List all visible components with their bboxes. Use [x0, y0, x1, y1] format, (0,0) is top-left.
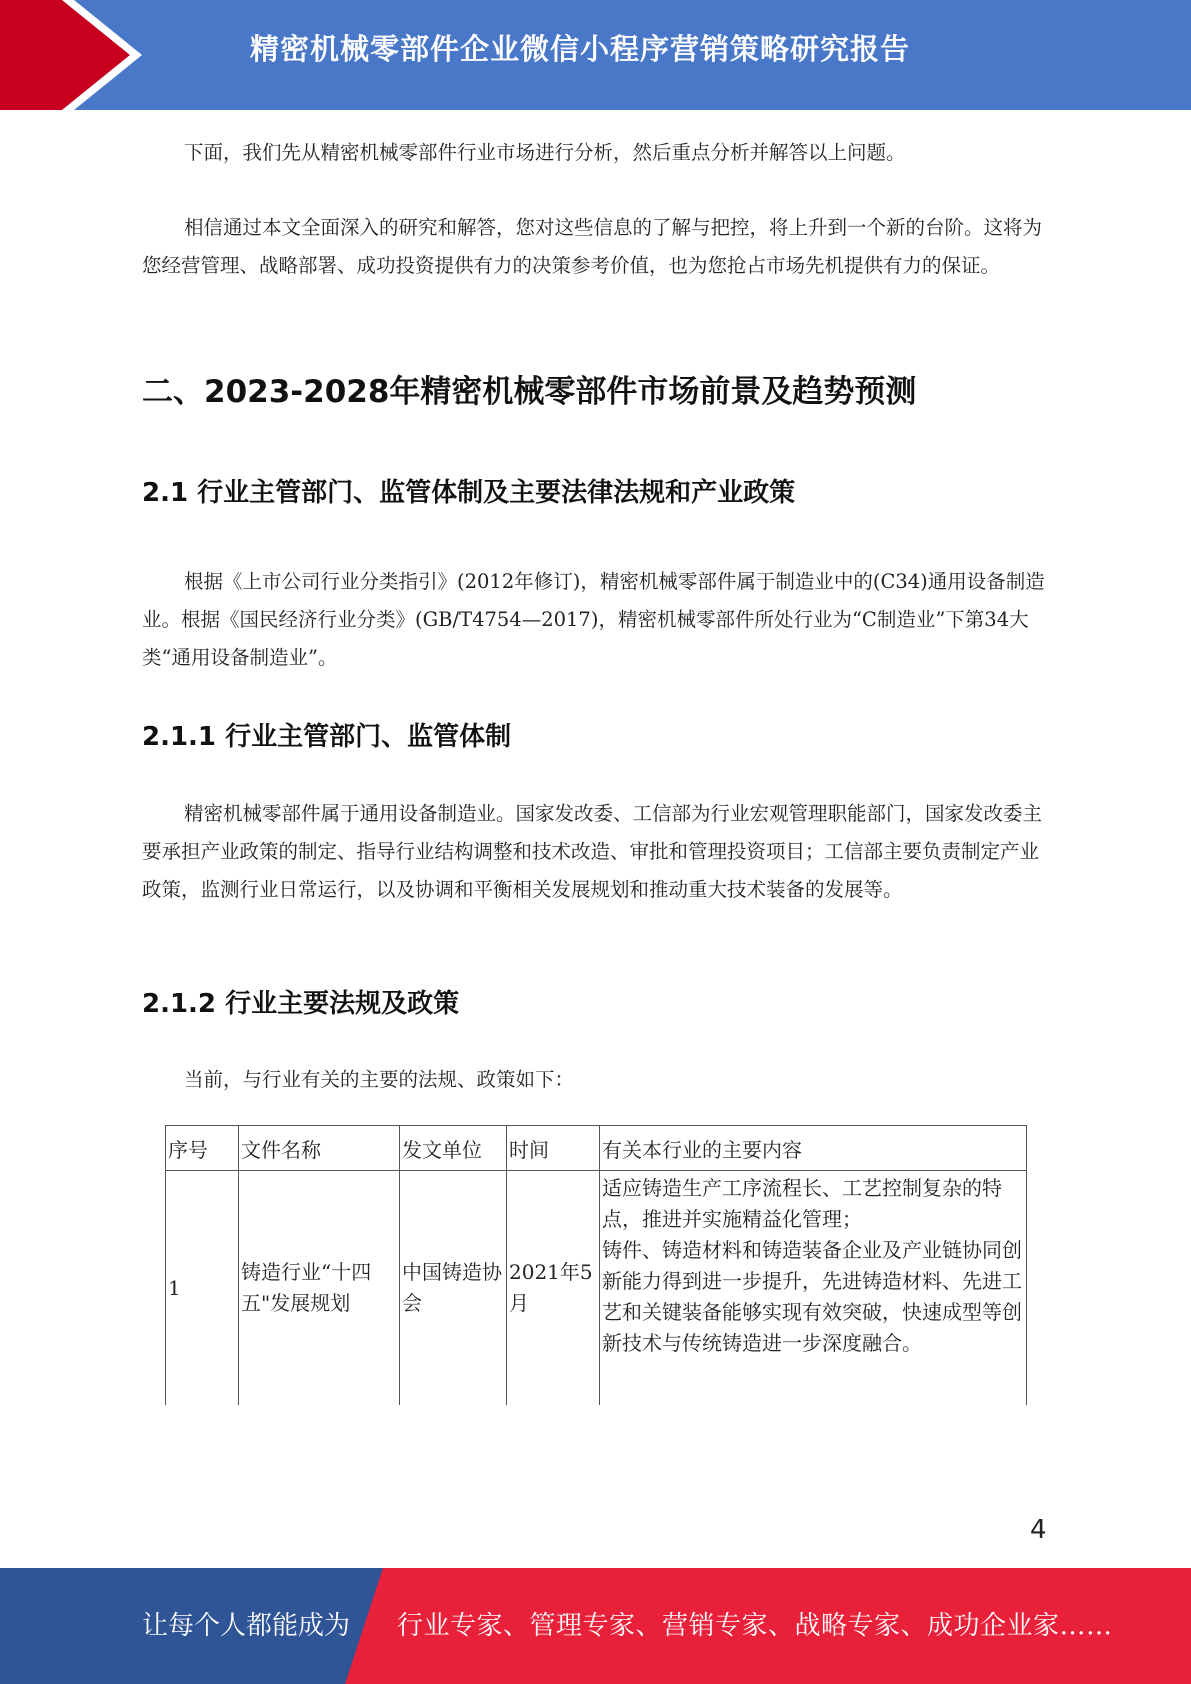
table-cell-content-line-2: 铸件、铸造材料和铸造装备企业及产业链协同创新能力得到进一步提升，先进铸造材料、先进工艺和关键装备能够实现有效突破，快速成型等创新技术与传统铸造进一步深度融合。	[602, 1238, 1022, 1355]
table-header-cell: 序号	[166, 1126, 239, 1171]
report-title: 精密机械零部件企业微信小程序营销策略研究报告	[250, 32, 911, 66]
paragraph-regulators: 精密机械零部件属于通用设备制造业。国家发改委、工信部为行业宏观管理职能部门，国家发改委主要承担产业政策的制定、指导行业结构调整和技术改造、审批和管理投资项目；工信部主要负责制定产业政策，监测行业日常运行，以及协调和平衡相关发展规划和推动重大技术装备的发展等。	[142, 802, 1043, 901]
footer-band	[0, 1568, 1191, 1684]
subsection-heading-2-1: 2.1 行业主管部门、监管体制及主要法律法规和产业政策	[142, 478, 796, 508]
subsection-heading-2-1-1: 2.1.1 行业主管部门、监管体制	[142, 722, 512, 752]
table-header-cell: 有关本行业的主要内容	[600, 1126, 1027, 1171]
table-cell-no: 1	[166, 1171, 239, 1406]
table-cell-content-line-1: 适应铸造生产工序流程长、工艺控制复杂的特点，推进并实施精益化管理；	[602, 1176, 1002, 1231]
paragraph-policies-intro: 当前，与行业有关的主要的法规、政策如下：	[184, 1068, 575, 1091]
table-cell-time: 2021年5月	[507, 1171, 600, 1406]
table-header-row	[166, 1126, 1027, 1171]
paragraph-classification: 根据《上市公司行业分类指引》(2012年修订)，精密机械零部件属于制造业中的(C34)通用设备制造业。根据《国民经济行业分类》(GB/T4754—2017)，精密机械零部件所处行业为“C制造业”下第34大类“通用设备制造业”。	[142, 570, 1045, 669]
table-cell-content	[600, 1171, 1027, 1406]
table-header-cell: 发文单位	[400, 1126, 507, 1171]
policy-table	[165, 1125, 1027, 1405]
subsection-heading-2-1-2: 2.1.2 行业主要法规及政策	[142, 989, 460, 1019]
footer-slogan-left: 让每个人都能成为	[142, 1611, 351, 1641]
table-cell-issuer: 中国铸造协会	[400, 1171, 507, 1406]
table-cell-name: 铸造行业“十四五"发展规划	[239, 1171, 400, 1406]
page-number: 4	[1030, 1515, 1047, 1545]
section-heading: 二、2023-2028年精密机械零部件市场前景及趋势预测	[142, 374, 917, 410]
paragraph-belief: 相信通过本文全面深入的研究和解答，您对这些信息的了解与把控，将上升到一个新的台阶。这将为您经营管理、战略部署、成功投资提供有力的决策参考价值，也为您抢占市场先机提供有力的保证。	[142, 216, 1043, 277]
table-row	[166, 1171, 1027, 1406]
table-header-cell: 文件名称	[239, 1126, 400, 1171]
paragraph-intro: 下面，我们先从精密机械零部件行业市场进行分析，然后重点分析并解答以上问题。	[184, 141, 906, 164]
header-arrow-icon	[0, 0, 160, 110]
header-band	[0, 0, 1191, 110]
footer-slogan-right: 行业专家、管理专家、营销专家、战略专家、成功企业家……	[397, 1611, 1113, 1641]
table-header-cell: 时间	[507, 1126, 600, 1171]
